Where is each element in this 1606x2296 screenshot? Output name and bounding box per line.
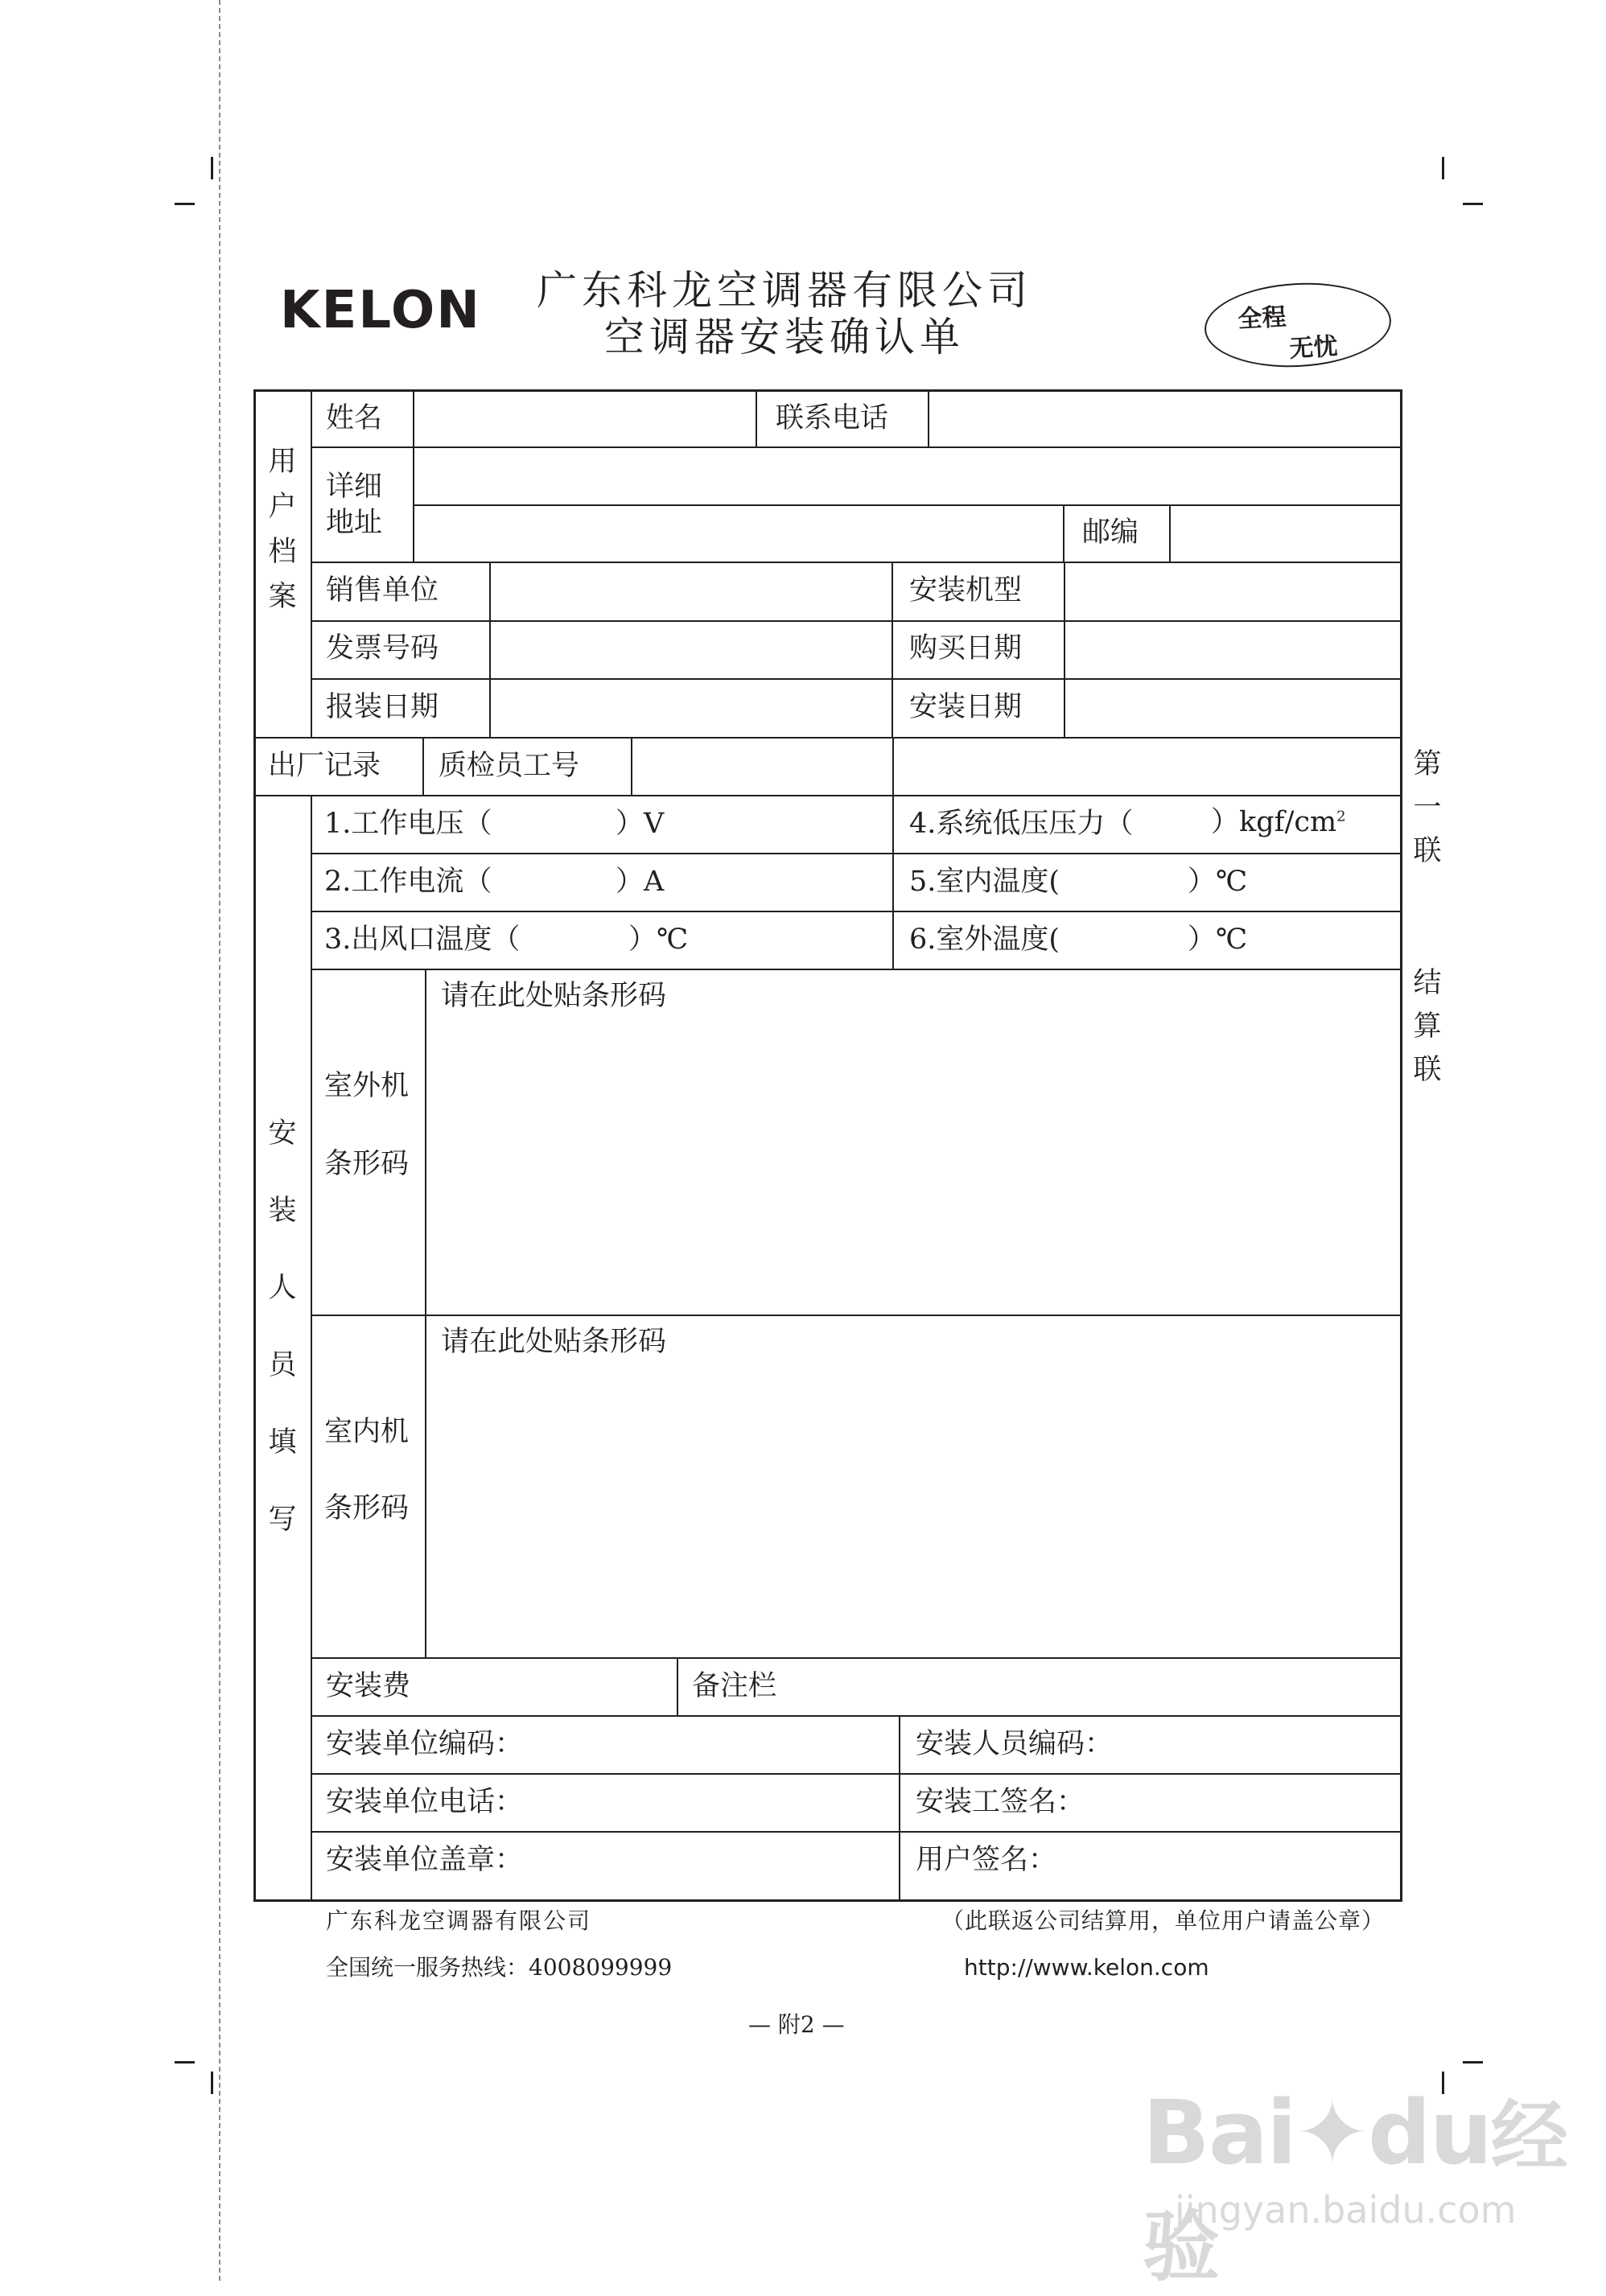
voltage-label: 1.工作电压（ xyxy=(324,808,492,840)
current-unit: ）A xyxy=(616,866,665,898)
indoor-barcode-hint: 请在此处贴条形码 xyxy=(441,1326,667,1358)
install-unit-code-label: 安装单位编码： xyxy=(326,1728,524,1760)
watermark-url: jingyan.baidu.com xyxy=(1175,2188,1517,2232)
model-label: 安装机型 xyxy=(909,574,1023,607)
crop-mark-tl-h xyxy=(175,203,195,205)
seller-field[interactable] xyxy=(499,577,877,606)
baidu-watermark: Bai✦du经验 xyxy=(1143,2081,1567,2292)
page-number: — 附2 — xyxy=(748,2011,845,2038)
grid-line xyxy=(631,737,632,795)
report-date-field[interactable] xyxy=(499,693,877,722)
grid-line xyxy=(892,562,893,737)
phone-field[interactable] xyxy=(937,405,1388,434)
grid-line xyxy=(311,911,1402,912)
voltage-unit: ）V xyxy=(616,808,665,840)
grid-line xyxy=(311,1657,1402,1659)
outdoor-barcode-area[interactable] xyxy=(427,1018,1401,1313)
grid-line xyxy=(311,1773,1402,1775)
low-pressure-field[interactable] xyxy=(1147,810,1211,839)
outdoor-temp-unit: ）℃ xyxy=(1188,924,1248,956)
indoor-temp-label: 5.室内温度( xyxy=(909,866,1060,898)
grid-line xyxy=(311,678,1402,680)
grid-line xyxy=(413,389,414,562)
outlet-temp-unit: ）℃ xyxy=(628,924,689,956)
outdoor-barcode-hint: 请在此处贴条形码 xyxy=(441,980,667,1012)
unit-superscript: 2 xyxy=(1336,808,1346,825)
crop-mark-tl-v xyxy=(211,157,213,179)
grid-line xyxy=(311,1315,1402,1316)
grid-line xyxy=(1169,504,1171,562)
inspector-id-field[interactable] xyxy=(640,752,882,781)
current-label: 2.工作电流（ xyxy=(324,866,492,898)
low-pressure-unit: ）$kgf/cm^2$ xyxy=(1211,806,1346,838)
copy-number-label: 第 一 联 xyxy=(1413,748,1442,867)
install-fee-label: 安装费 xyxy=(326,1670,411,1702)
grid-line xyxy=(311,853,1402,854)
grid-line xyxy=(677,1657,678,1715)
address-label-line2: 地址 xyxy=(326,507,383,539)
grid-line xyxy=(1064,562,1065,737)
indoor-unit-label-line1: 室内机 xyxy=(324,1416,410,1448)
form-title: 空调器安装确认单 xyxy=(604,314,965,360)
grid-line xyxy=(311,389,312,737)
address-field[interactable] xyxy=(422,462,1388,491)
voltage-field[interactable] xyxy=(495,810,607,839)
crop-mark-tr-h xyxy=(1463,203,1483,205)
install-date-label: 安装日期 xyxy=(909,691,1023,723)
installer-signature-label: 安装工签名： xyxy=(916,1786,1085,1818)
user-signature-label: 用户签名： xyxy=(916,1844,1057,1876)
install-unit-stamp-label: 安装单位盖章： xyxy=(326,1844,524,1876)
name-field[interactable] xyxy=(422,405,744,434)
name-label: 姓名 xyxy=(326,402,383,434)
grid-line xyxy=(311,795,312,1902)
indoor-temp-unit: ）℃ xyxy=(1188,866,1248,898)
outdoor-temp-label: 6.室外温度( xyxy=(909,924,1060,956)
grid-line xyxy=(311,1715,1402,1717)
inspector-id-label: 质检员工号 xyxy=(439,750,580,782)
invoice-label: 发票号码 xyxy=(326,632,439,665)
company-title: 广东科龙空调器有限公司 xyxy=(537,267,1032,314)
outlet-temp-label: 3.出风口温度（ xyxy=(324,924,521,956)
footer-note: （此联返公司结算用，单位用户请盖公章） xyxy=(941,1907,1386,1934)
crop-mark-bl-h xyxy=(175,2061,195,2064)
installer-section-label: 安 装 人 员 填 写 xyxy=(268,1117,297,1536)
grid-line xyxy=(311,1831,1402,1833)
postcode-label: 邮编 xyxy=(1082,516,1139,549)
indoor-temp-field[interactable] xyxy=(1070,868,1183,897)
low-pressure-label: 4.系统低压压力（ xyxy=(909,808,1134,840)
phone-label: 联系电话 xyxy=(776,402,889,434)
outdoor-temp-field[interactable] xyxy=(1070,926,1183,955)
badge-line-1: 全程 xyxy=(1237,302,1287,334)
badge-line-2: 无忧 xyxy=(1288,332,1339,364)
remarks-label: 备注栏 xyxy=(692,1670,777,1702)
grid-line xyxy=(311,620,1402,622)
grid-line xyxy=(422,737,424,795)
grid-line xyxy=(489,562,491,737)
footer-company: 广东科龙空调器有限公司 xyxy=(326,1907,592,1934)
grid-line xyxy=(413,504,1402,506)
report-date-label: 报装日期 xyxy=(326,691,439,723)
address-label-line1: 详细 xyxy=(326,471,383,503)
grid-line xyxy=(311,562,1402,563)
kelon-logo: KELON xyxy=(280,281,481,340)
crop-mark-bl-v xyxy=(211,2072,213,2094)
model-field[interactable] xyxy=(1074,577,1388,606)
service-hotline: 全国统一服务热线：4008099999 xyxy=(326,1954,673,1981)
website-link[interactable]: http://www.kelon.com xyxy=(964,1954,1209,1981)
outdoor-unit-label-line2: 条形码 xyxy=(324,1148,410,1180)
installer-code-label: 安装人员编码： xyxy=(916,1728,1114,1760)
indoor-unit-label-line2: 条形码 xyxy=(324,1492,410,1524)
service-badge xyxy=(1202,278,1393,372)
current-field[interactable] xyxy=(495,868,607,897)
grid-line xyxy=(899,1715,900,1902)
crop-mark-br-h xyxy=(1463,2061,1483,2064)
purchase-date-label: 购买日期 xyxy=(909,632,1023,665)
grid-line xyxy=(892,795,894,969)
grid-line xyxy=(892,737,894,795)
grid-line xyxy=(1063,504,1064,562)
indoor-barcode-area[interactable] xyxy=(427,1364,1401,1656)
postcode-field[interactable] xyxy=(1179,519,1388,548)
install-unit-phone-label: 安装单位电话： xyxy=(326,1786,524,1818)
grid-line xyxy=(311,446,1402,448)
grid-line xyxy=(253,795,1402,796)
seller-label: 销售单位 xyxy=(326,574,439,607)
grid-line xyxy=(756,389,757,446)
settlement-copy-label: 结 算 联 xyxy=(1413,967,1442,1086)
install-date-field[interactable] xyxy=(1074,693,1388,722)
invoice-field[interactable] xyxy=(499,635,877,664)
paw-icon: ✦ xyxy=(1295,2081,1368,2184)
grid-line xyxy=(425,969,426,1657)
grid-line xyxy=(253,737,1402,739)
user-section-label: 用 户 档 案 xyxy=(268,446,297,613)
grid-line xyxy=(311,969,1402,970)
outlet-temp-field[interactable] xyxy=(527,926,624,955)
factory-record-label: 出厂记录 xyxy=(268,750,381,782)
grid-line xyxy=(928,389,929,446)
outdoor-unit-label-line1: 室外机 xyxy=(324,1070,410,1102)
purchase-date-field[interactable] xyxy=(1074,635,1388,664)
fold-line xyxy=(219,0,220,2281)
crop-mark-tr-v xyxy=(1442,157,1444,179)
